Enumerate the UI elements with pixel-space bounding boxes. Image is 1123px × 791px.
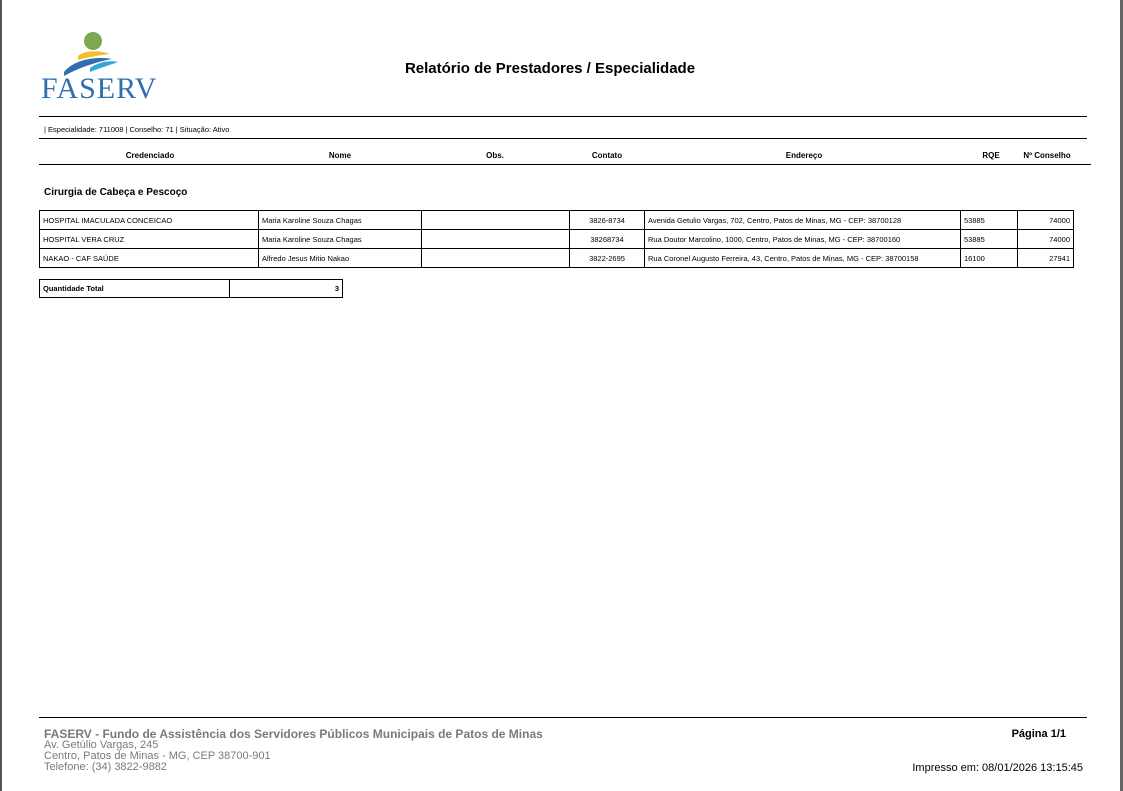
total-row [40, 280, 343, 298]
footer-phone: Telefone: (34) 3822-9882 [44, 761, 167, 773]
column-header-obs: Obs. [486, 151, 504, 160]
cell-endereco: Rua Doutor Marcolino, 1000, Centro, Patos de Minas, MG - CEP: 38700160 [645, 230, 961, 249]
column-header-contato: Contato [591, 151, 623, 160]
report-title: Relatório de Prestadores / Especialidade [404, 60, 696, 77]
header-divider [39, 116, 1087, 117]
left-page-border [0, 0, 2, 791]
cell-credenciado: NAKAO - CAF SAÚDE [40, 249, 259, 268]
cell-credenciado: HOSPITAL IMACULADA CONCEICAO [40, 211, 259, 230]
cell-endereco: Rua Coronel Augusto Ferreira, 43, Centro, Patos de Minas, MG - CEP: 38700158 [645, 249, 961, 268]
cell-rqe: 53885 [961, 230, 1018, 249]
filter-divider [39, 138, 1087, 139]
cell-obs [422, 211, 570, 230]
cell-nome: Maria Karoline Souza Chagas [259, 230, 422, 249]
footer-divider [39, 717, 1087, 718]
column-header-nome: Nome [328, 151, 352, 160]
logo-figure-icon [38, 28, 150, 78]
total-value: 3 [230, 280, 343, 298]
total-table [39, 279, 343, 298]
cell-conselho: 74000 [1018, 230, 1074, 249]
cell-rqe: 16100 [961, 249, 1018, 268]
column-header-divider [39, 164, 1091, 165]
page-number: Página 1/1 [1011, 728, 1066, 740]
table-row [40, 230, 1074, 249]
faserv-logo [38, 28, 158, 108]
column-header-conselho: Nº Conselho [1023, 151, 1071, 160]
cell-rqe: 53885 [961, 211, 1018, 230]
cell-conselho: 27941 [1018, 249, 1074, 268]
cell-nome: Maria Karoline Souza Chagas [259, 211, 422, 230]
cell-contato: 38268734 [570, 230, 645, 249]
printed-timestamp: Impresso em: 08/01/2026 13:15:45 [912, 762, 1083, 774]
footer-address-line2: Centro, Patos de Minas - MG, CEP 38700-901 [44, 750, 271, 762]
footer-address-line1: Av. Getúlio Vargas, 245 [44, 739, 159, 751]
cell-obs [422, 230, 570, 249]
column-header-credenciado: Credenciado [125, 151, 175, 160]
cell-obs [422, 249, 570, 268]
table-row [40, 249, 1074, 268]
cell-conselho: 74000 [1018, 211, 1074, 230]
providers-table [39, 210, 1074, 268]
cell-credenciado: HOSPITAL VERA CRUZ [40, 230, 259, 249]
footer-organization: FASERV - Fundo de Assistência dos Servidores Públicos Municipais de Patos de Minas [44, 727, 543, 741]
column-header-rqe: RQE [982, 151, 1000, 160]
specialty-section-title: Cirurgia de Cabeça e Pescoço [44, 187, 188, 198]
table-row [40, 211, 1074, 230]
cell-nome: Alfredo Jesus Mitio Nakao [259, 249, 422, 268]
logo-text: FASERV [41, 72, 158, 105]
filter-summary: | Especialidade: 711008 | Conselho: 71 | Situação: Ativo [44, 125, 230, 134]
total-label: Quantidade Total [40, 280, 230, 298]
cell-contato: 3822-2695 [570, 249, 645, 268]
column-header-endereco: Endereço [785, 151, 823, 160]
cell-endereco: Avenida Getulio Vargas, 702, Centro, Patos de Minas, MG - CEP: 38700128 [645, 211, 961, 230]
cell-contato: 3826-8734 [570, 211, 645, 230]
